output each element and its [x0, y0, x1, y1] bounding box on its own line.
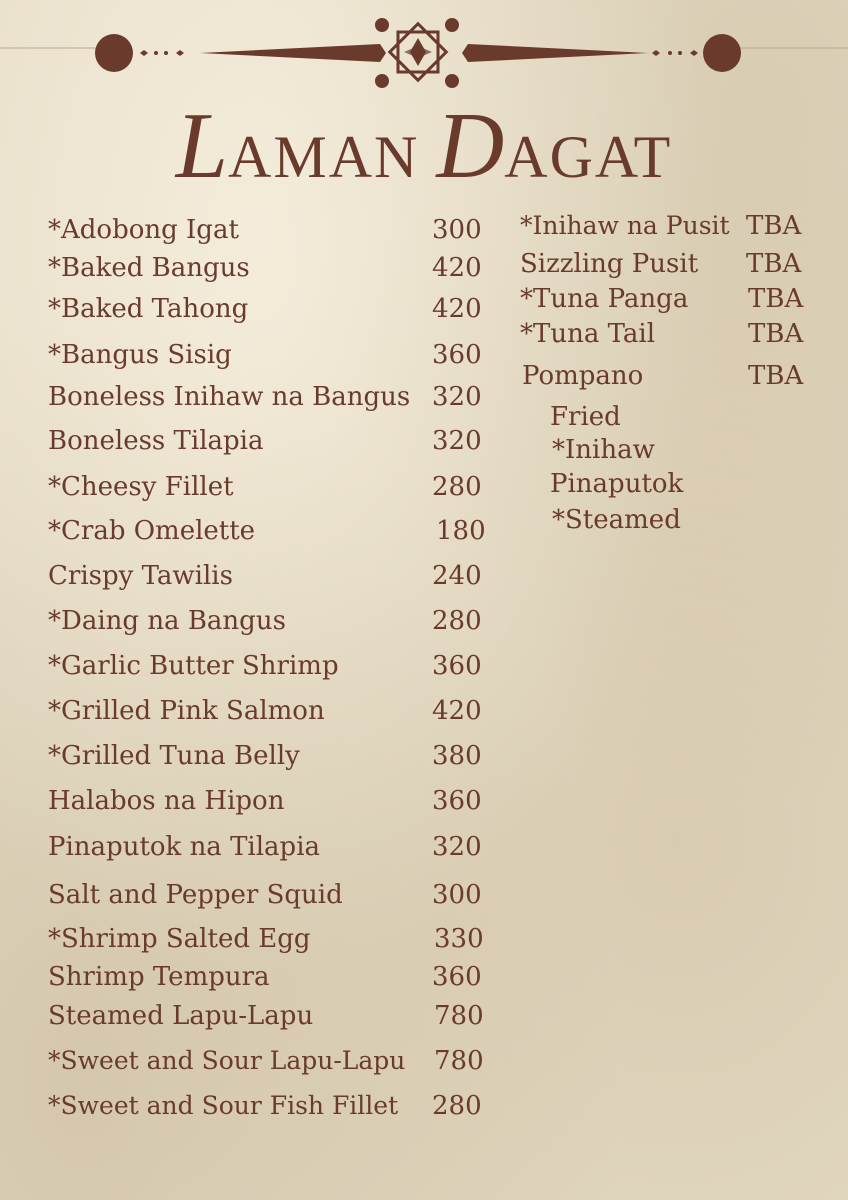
- item-name: *Baked Tahong: [48, 294, 249, 324]
- title-initial-1: L: [175, 94, 229, 198]
- item-price: 780: [434, 1001, 484, 1031]
- item-name: *Tuna Tail: [520, 319, 656, 349]
- item-price: 320: [432, 382, 482, 412]
- item-name: Crispy Tawilis: [48, 561, 233, 591]
- item-name: *Daing na Bangus: [48, 606, 286, 636]
- item-name: *Sweet and Sour Fish Fillet: [48, 1091, 399, 1120]
- menu-item: [48, 291, 488, 327]
- item-price: TBA: [746, 249, 802, 279]
- menu-item: [48, 998, 488, 1034]
- item-name: *Grilled Pink Salmon: [48, 696, 325, 726]
- item-name: Boneless Tilapia: [48, 426, 264, 456]
- item-price: TBA: [748, 284, 804, 314]
- item-price: 420: [432, 294, 482, 324]
- item-name: Sizzling Pusit: [520, 249, 699, 279]
- item-price: 320: [432, 426, 482, 456]
- item-price: 300: [432, 880, 482, 910]
- item-price: 320: [432, 832, 482, 862]
- item-price: TBA: [746, 211, 802, 241]
- item-name: *Bangus Sisig: [48, 340, 232, 370]
- menu-item: [48, 738, 488, 774]
- menu-title: [0, 92, 848, 198]
- menu-item: [520, 208, 820, 244]
- ornament-bar-left: [200, 44, 386, 62]
- item-price: 330: [434, 924, 484, 954]
- item-price: 380: [432, 741, 482, 771]
- ornament-dot-right: [703, 34, 741, 72]
- menu-item: [48, 337, 488, 373]
- pompano-style-fried: Fried: [550, 402, 621, 432]
- pompano-style-pinaputok: Pinaputok: [550, 469, 684, 499]
- item-name: *Sweet and Sour Lapu-Lapu: [48, 1046, 406, 1075]
- pompano-style-steamed: *Steamed: [552, 505, 681, 535]
- item-name: *Adobong Igat: [48, 215, 239, 245]
- menu-item: [48, 379, 488, 415]
- item-name: *Inihaw na Pusit: [520, 211, 730, 240]
- menu-item: [48, 783, 488, 819]
- item-name: *Garlic Butter Shrimp: [48, 651, 339, 681]
- item-price: 420: [432, 253, 482, 283]
- title-initial-2: D: [436, 94, 505, 198]
- menu-item: [48, 603, 488, 639]
- item-price: 240: [432, 561, 482, 591]
- title-word-1-rest: AMAN: [228, 124, 420, 190]
- item-price: 420: [432, 696, 482, 726]
- menu-item: [48, 648, 488, 684]
- menu-item: [48, 877, 488, 913]
- item-price: 180: [436, 516, 486, 546]
- menu-item: [48, 693, 488, 729]
- item-name: Halabos na Hipon: [48, 786, 285, 816]
- menu-item: [48, 513, 488, 549]
- menu-item: [48, 959, 488, 995]
- item-name: Steamed Lapu-Lapu: [48, 1001, 314, 1031]
- item-price: 280: [432, 606, 482, 636]
- item-name: *Tuna Panga: [520, 284, 689, 314]
- menu-item: [48, 469, 488, 505]
- menu-item: [48, 1088, 488, 1124]
- header-ornament: [0, 0, 848, 92]
- item-price: 300: [432, 215, 482, 245]
- pompano-style-inihaw: *Inihaw: [552, 435, 655, 465]
- item-price: 360: [432, 340, 482, 370]
- item-name: *Crab Omelette: [48, 516, 256, 546]
- menu-item: [520, 281, 820, 317]
- item-name: Boneless Inihaw na Bangus: [48, 382, 411, 412]
- menu-item: [48, 423, 488, 459]
- item-name: *Baked Bangus: [48, 253, 250, 283]
- item-name: Shrimp Tempura: [48, 962, 270, 992]
- menu-item: [520, 316, 820, 352]
- item-price: 280: [432, 472, 482, 502]
- item-price: 280: [432, 1091, 482, 1121]
- item-price: 780: [434, 1046, 484, 1076]
- item-name: Salt and Pepper Squid: [48, 880, 343, 910]
- item-name: *Grilled Tuna Belly: [48, 741, 300, 771]
- title-word-2-rest: AGAT: [504, 124, 673, 190]
- ornament-dot-left: [95, 34, 133, 72]
- menu-item: [48, 212, 488, 248]
- menu-item: [48, 829, 488, 865]
- item-name: Pompano: [522, 361, 644, 391]
- item-price: 360: [432, 962, 482, 992]
- item-price: TBA: [748, 361, 804, 391]
- item-price: TBA: [748, 319, 804, 349]
- menu-item: [48, 558, 488, 594]
- menu-item: [522, 358, 822, 394]
- item-name: Pinaputok na Tilapia: [48, 832, 321, 862]
- item-price: 360: [432, 786, 482, 816]
- ornament-bar-right: [462, 44, 648, 62]
- menu-item: [48, 921, 488, 957]
- menu-item: [520, 246, 820, 282]
- item-name: *Cheesy Fillet: [48, 472, 234, 502]
- menu-item: [48, 1043, 488, 1079]
- item-price: 360: [432, 651, 482, 681]
- menu-item: [48, 250, 488, 286]
- item-name: *Shrimp Salted Egg: [48, 924, 311, 954]
